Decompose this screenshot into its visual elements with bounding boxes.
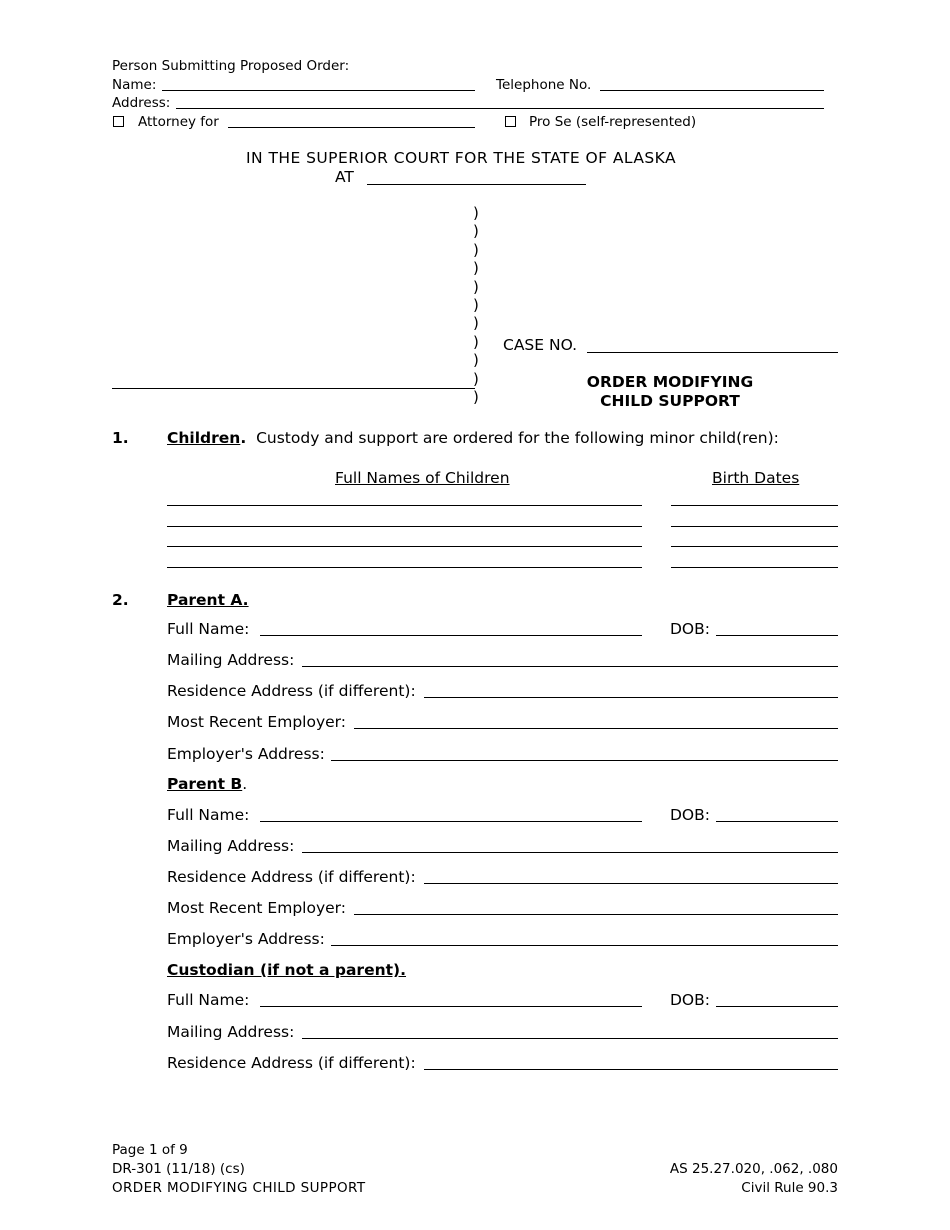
order-title-line1: ORDER MODIFYING	[586, 373, 754, 391]
custodian-full-name-field[interactable]	[260, 1006, 642, 1007]
person-submitting-label: Person Submitting Proposed Order:	[112, 58, 350, 74]
parent-b-full-name-label: Full Name:	[167, 806, 250, 824]
child-dob-field[interactable]	[671, 567, 838, 568]
child-name-field[interactable]	[167, 505, 642, 506]
custodian-mailing-label: Mailing Address:	[167, 1023, 295, 1041]
parent-b-employer-address-label: Employer's Address:	[167, 930, 325, 948]
parent-a-mailing-field[interactable]	[302, 666, 838, 667]
custodian-mailing-field[interactable]	[302, 1038, 838, 1039]
child-name-field[interactable]	[167, 567, 642, 568]
parent-a-employer-label: Most Recent Employer:	[167, 713, 346, 731]
parent-a-dob-label: DOB:	[670, 620, 710, 638]
child-dob-field[interactable]	[671, 546, 838, 547]
parent-a-residence-field[interactable]	[424, 697, 838, 698]
parent-b-heading: Parent B	[167, 775, 243, 793]
parent-b-mailing-field[interactable]	[302, 852, 838, 853]
address-label: Address:	[112, 95, 171, 111]
custodian-residence-field[interactable]	[424, 1069, 838, 1070]
section-1-intro: Children. Custody and support are ordered for the following minor child(ren):	[167, 429, 779, 447]
child-name-field[interactable]	[167, 546, 642, 547]
parent-a-employer-field[interactable]	[354, 728, 838, 729]
parent-b-employer-label: Most Recent Employer:	[167, 899, 346, 917]
footer-rule: Civil Rule 90.3	[741, 1180, 838, 1196]
footer-statute: AS 25.27.020, .062, .080	[669, 1161, 838, 1177]
parent-a-employer-address-label: Employer's Address:	[167, 745, 325, 763]
child-dob-field[interactable]	[671, 505, 838, 506]
custodian-residence-label: Residence Address (if different):	[167, 1054, 416, 1072]
attorney-checkbox[interactable]	[113, 116, 124, 127]
order-title-line2: CHILD SUPPORT	[600, 392, 740, 410]
children-instruction: Custody and support are ordered for the following minor child(ren):	[256, 429, 779, 447]
address-field[interactable]	[176, 108, 824, 109]
parent-a-residence-label: Residence Address (if different):	[167, 682, 416, 700]
custodian-dob-field[interactable]	[716, 1006, 838, 1007]
section-2-number: 2.	[112, 591, 129, 609]
parent-b-dob-field[interactable]	[716, 821, 838, 822]
child-dob-field[interactable]	[671, 526, 838, 527]
attorney-for-field[interactable]	[228, 127, 475, 128]
parent-b-employer-address-field[interactable]	[331, 945, 838, 946]
children-dates-header: Birth Dates	[712, 469, 800, 487]
parent-a-full-name-field[interactable]	[260, 635, 642, 636]
parent-a-mailing-label: Mailing Address:	[167, 651, 295, 669]
parent-b-employer-field[interactable]	[354, 914, 838, 915]
case-no-field[interactable]	[587, 352, 838, 353]
parent-a-full-name-label: Full Name:	[167, 620, 250, 638]
child-name-field[interactable]	[167, 526, 642, 527]
telephone-field[interactable]	[600, 90, 824, 91]
parent-a-heading: Parent A.	[167, 591, 249, 609]
parent-b-period: .	[242, 775, 248, 793]
section-1-number: 1.	[112, 429, 129, 447]
telephone-label: Telephone No.	[496, 77, 592, 93]
footer-page-number: Page 1 of 9	[112, 1142, 188, 1158]
parent-b-residence-label: Residence Address (if different):	[167, 868, 416, 886]
children-heading: Children	[167, 429, 241, 447]
footer-form-title: ORDER MODIFYING CHILD SUPPORT	[112, 1180, 366, 1196]
at-label: AT	[335, 168, 354, 186]
attorney-for-label: Attorney for	[138, 114, 219, 130]
pro-se-label: Pro Se (self-represented)	[529, 114, 697, 130]
children-names-header: Full Names of Children	[335, 469, 510, 487]
parent-b-heading-wrap	[167, 775, 247, 794]
pro-se-checkbox[interactable]	[505, 116, 516, 127]
case-no-label: CASE NO.	[503, 336, 578, 354]
name-field[interactable]	[162, 90, 475, 91]
parent-a-employer-address-field[interactable]	[331, 760, 838, 761]
name-label: Name:	[112, 77, 157, 93]
parent-b-full-name-field[interactable]	[260, 821, 642, 822]
court-location-field[interactable]	[367, 184, 586, 185]
parent-a-dob-field[interactable]	[716, 635, 838, 636]
caption-parentheses: ) ) ) ) ) ) ) ) ) ) )	[473, 204, 479, 407]
case-party-field[interactable]	[112, 388, 475, 389]
custodian-full-name-label: Full Name:	[167, 991, 250, 1009]
custodian-dob-label: DOB:	[670, 991, 710, 1009]
court-heading: IN THE SUPERIOR COURT FOR THE STATE OF ALASKA	[246, 149, 677, 167]
parent-b-dob-label: DOB:	[670, 806, 710, 824]
parent-b-residence-field[interactable]	[424, 883, 838, 884]
parent-b-mailing-label: Mailing Address:	[167, 837, 295, 855]
custodian-heading: Custodian (if not a parent).	[167, 961, 407, 979]
footer-form-id: DR-301 (11/18) (cs)	[112, 1161, 245, 1177]
